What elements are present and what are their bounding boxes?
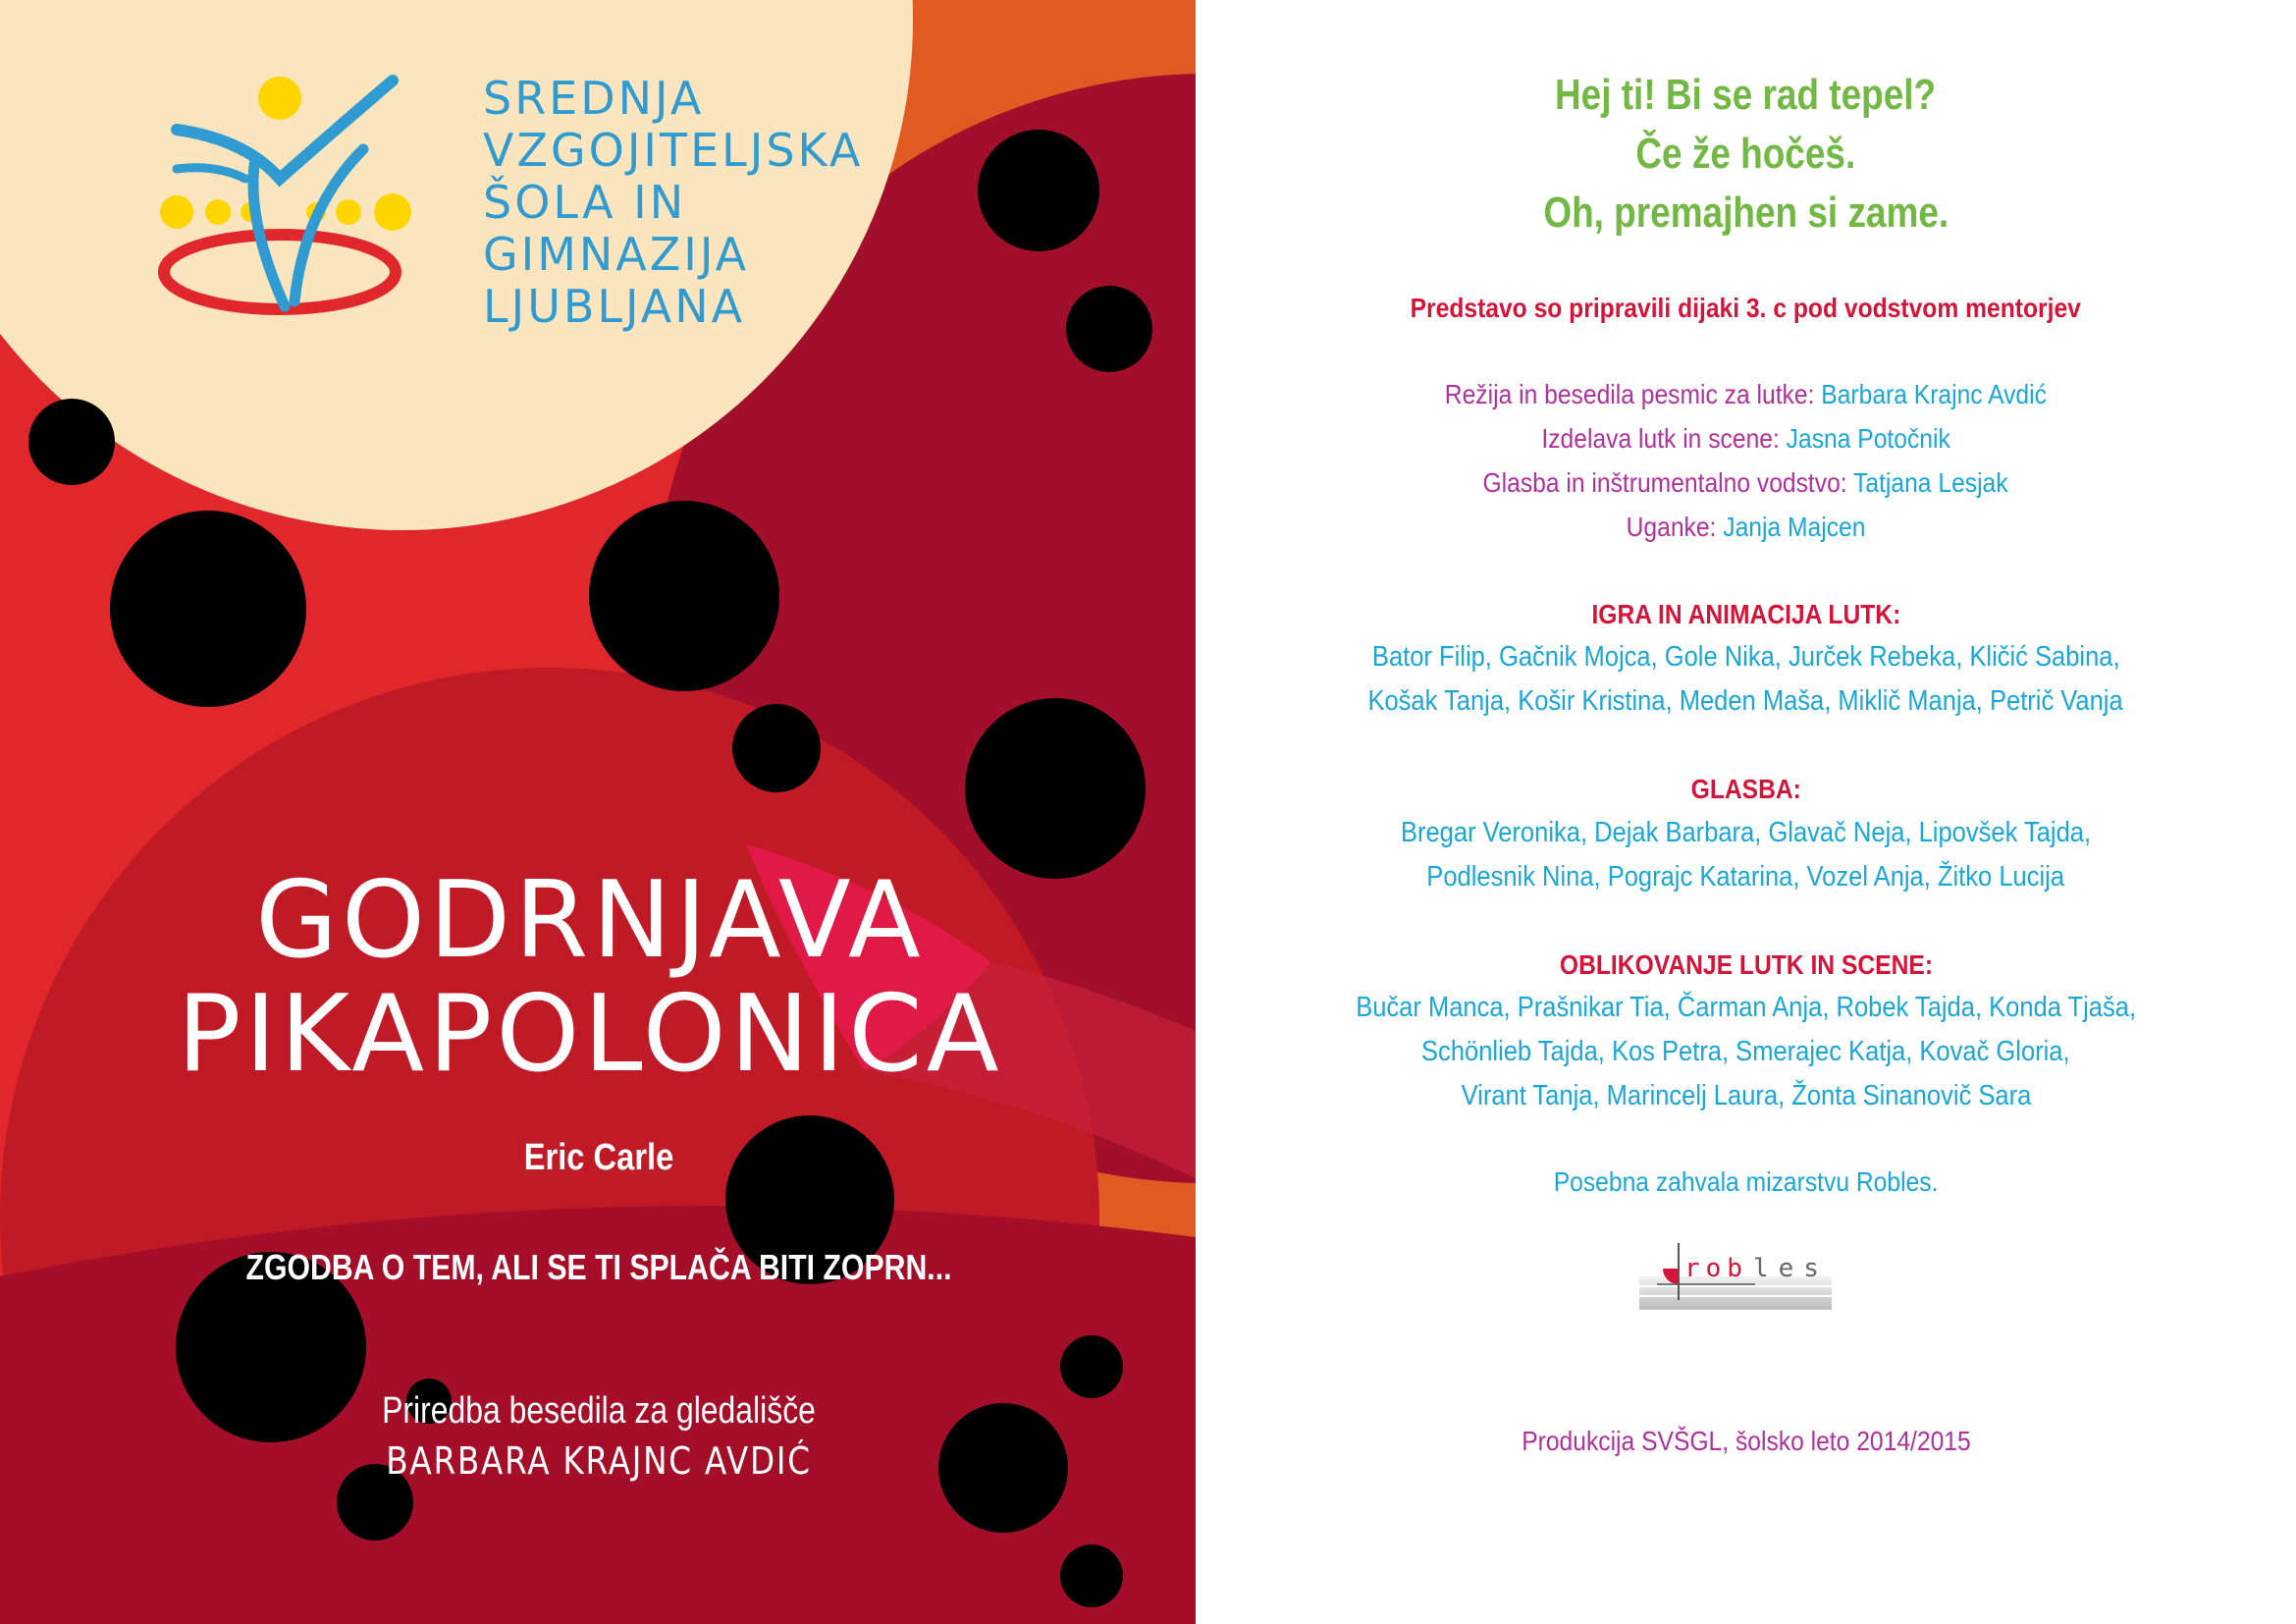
heading-line: Če že hočeš. [1635,130,1856,178]
spot [938,1403,1068,1533]
tagline: ZGODBA O TEM, ALI SE TI SPLAČA BITI ZOPRN... [245,1247,952,1287]
robles-letters-red: rob [1684,1254,1748,1283]
role-label: Uganke: [1626,512,1724,542]
play-title [0,859,1196,1096]
spot [589,501,779,691]
role-person: Janja Majcen [1723,512,1866,542]
school-name-line: LJUBLJANA [483,280,746,333]
school-name-line: VZGOJITELJSKA [483,124,864,177]
section-title: OBLIKOVANJE LUTK IN SCENE: [1559,949,1933,980]
section-title: GLASBA: [1690,774,1801,804]
role-label: Izdelava lutk in scene: [1541,423,1787,454]
heading-line: Hej ti! Bi se rad tepel? [1555,71,1937,119]
names-line: Virant Tanja, Marincelj Laura, Žonta Sinanovič Sara [1461,1080,2031,1111]
role-person: Tatjana Lesjak [1853,467,2009,498]
section-title: IGRA IN ANIMACIJA LUTK: [1591,599,1900,629]
school-name-line: ŠOLA IN [483,176,687,229]
school-logo-icon [157,71,422,334]
names-line: Bregar Veronika, Dejak Barbara, Glavač Neja, Lipovšek Tajda, [1400,817,2092,848]
names-line: Košak Tanja, Košir Kristina, Meden Maša, Miklič Manja, Petrič Vanja [1367,685,2124,717]
intro-text: Predstavo so pripravili dijaki 3. c pod vodstvom mentorjev [1410,293,2082,323]
school-name [483,73,863,333]
role-person: Barbara Krajnc Avdić [1821,379,2048,409]
spot [1066,286,1152,372]
role-label: Režija in besedila pesmic za lutke: [1444,379,1822,409]
role-label: Glasba in inštrumentalno vodstvo: [1482,467,1854,498]
names-line: Schönlieb Tajda, Kos Petra, Smerajec Katja, Kovač Gloria, [1421,1036,2070,1067]
spot [732,704,821,792]
spot [1060,1544,1123,1607]
names-line: Bučar Manca, Prašnikar Tia, Čarman Anja, Robek Tajda, Konda Tjaša, [1356,992,2136,1023]
author-name: Eric Carle [523,1137,674,1178]
spot [978,130,1099,251]
heading-line: Oh, premajhen si zame. [1543,189,1949,237]
school-name-line: SREDNJA [483,72,705,125]
credit-role-line [1196,467,2296,499]
spot [28,399,115,485]
spot [110,511,306,707]
names-line: Podlesnik Nina, Pograjc Katarina, Vozel Anja, Žitko Lucija [1426,861,2065,893]
school-name-line: GIMNAZIJA [483,228,750,281]
thanks-text: Posebna zahvala mizarstvu Robles. [1553,1166,1939,1197]
spot [965,698,1146,879]
adaptation-author: BARBARA KRAJNC AVDIĆ [386,1439,812,1483]
play-title-line: GODRNJAVA [255,859,925,982]
adaptation-label: Priredba besedila za gledališče [382,1390,816,1432]
spot [1060,1335,1123,1398]
credit-role-line [1196,379,2296,410]
production-text: Produkcija SVŠGL, šolsko leto 2014/2015 [1521,1426,1971,1456]
names-line: Bator Filip, Gačnik Mojca, Gole Nika, Jurček Rebeka, Kličić Sabina, [1371,641,2120,673]
role-person: Jasna Potočnik [1786,423,1950,454]
credit-role-line [1196,512,2296,543]
credit-role-line [1196,423,2296,455]
robles-letters-gray: les [1753,1254,1829,1283]
play-title-line: PIKAPOLONICA [177,973,1003,1096]
credits-page [1196,0,2296,1624]
robles-logo [1637,1241,1834,1312]
